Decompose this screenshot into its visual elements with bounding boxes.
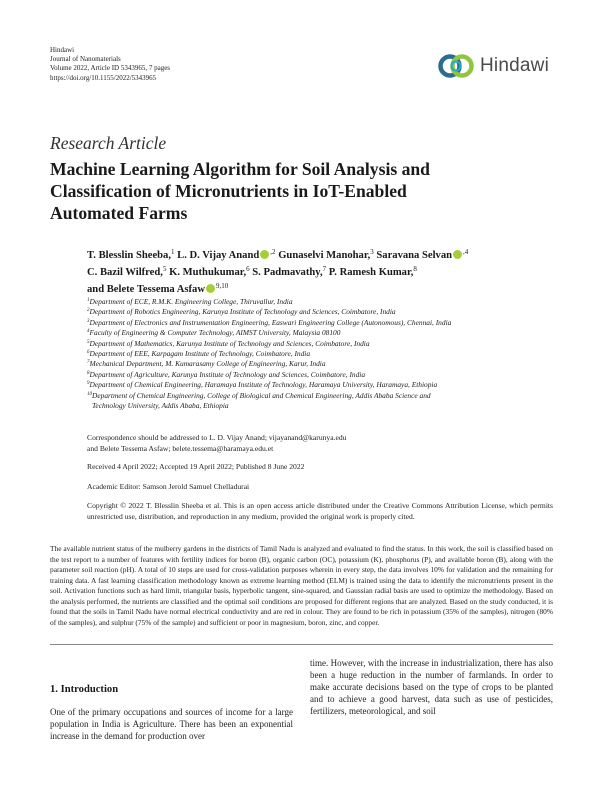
author-name[interactable]: Gunaselvi Manohar, [278,250,371,261]
affiliation-item [87,349,557,359]
affiliation-list [87,297,557,411]
affiliation-item [87,307,557,317]
author-list [87,247,557,298]
affiliation-number: 10 [87,391,92,397]
author-affil-ref: 8 [413,265,417,273]
academic-editor: Academic Editor: Samson Jerold Samuel Chelladurai [87,482,250,491]
correspondence-line: Correspondence should be addressed to L. D. Vijay Anand; vijayanand@karunya.edu [87,433,347,442]
affiliation-item [87,297,557,307]
affiliation-text: Department of Chemical Engineering, College of Biological and Chemical Engineering, Addis Ababa Science and [92,390,431,400]
doi-link[interactable]: https://doi.org/10.1155/2022/5343965 [50,73,157,82]
author-affil-ref: 6 [246,265,250,273]
author-line [87,264,557,281]
affiliation-item [87,339,557,349]
intro-column-left: One of the primary occupations and sources of income for a large population in India is Agriculture. There has been an exponential increase in the demand for production over [50,707,293,741]
affiliation-text: Department of Mathematics, Karunya Institute of Technology and Sciences, Coimbatore, India [89,338,370,348]
author-name[interactable]: T. Blesslin Sheeba, [87,250,171,261]
author-affil-ref: 3 [370,248,374,256]
hindawi-logo [436,46,549,86]
affiliation-number: 9 [87,381,90,387]
author-affil-ref: ,4 [463,248,469,256]
article-dates: Received 4 April 2022; Accepted 19 April 2022; Published 8 June 2022 [87,462,305,471]
author-affil-ref: 5 [162,265,167,273]
author-name[interactable]: and Belete Tessema Asfaw [87,284,206,295]
affiliation-text: Department of EEE, Karpagam Institute of Technology, Coimbatore, India [89,349,311,359]
affiliation-item [87,391,557,401]
author-affil-ref: 7 [322,265,327,273]
affiliation-text: Department of Robotics Engineering, Karunya Institute of Technology and Sciences, Coimbatore, India [89,307,396,317]
author-name[interactable]: L. D. Vijay Anand [177,250,260,261]
volume-info: Volume 2022, Article ID 5343965, 7 pages [50,64,171,73]
affiliation-continuation: Technology University, Addis Ababa, Ethiopia [92,401,229,411]
logo-wordmark: Hindawi [480,55,549,76]
affiliation-text: Faculty of Engineering & Computer Technology, AIMST University, Malaysia 08100 [89,328,341,338]
affiliation-item [87,318,557,328]
author-line [87,247,557,264]
author-line [87,281,557,298]
intro-column-right: time. However, with the increase in industrialization, there has also been a huge reduction in the number of farmlands. In order to make accurate decisions based on the type of crops to be planted and to achieve a good harvest, data such as use of pesticides, fertilizers, meteorological, and soil [310,658,553,716]
affiliation-item [87,328,557,338]
affiliation-number: 7 [87,360,90,366]
affiliation-number: 5 [87,339,90,345]
author-name[interactable]: K. Muthukumar, [169,267,247,278]
orcid-icon[interactable] [206,284,215,293]
journal-name: Journal of Nanomaterials [50,55,121,64]
affiliation-text: Department of Agriculture, Karunya Institute of Technology and Sciences, Coimbatore, India [89,369,366,379]
affiliation-number: 4 [87,329,90,335]
title-line: Automated Farms [50,203,188,223]
author-name[interactable]: S. Padmavathy, [252,267,323,278]
section-heading: 1. Introduction [50,684,119,695]
affiliation-item [87,380,557,390]
author-affil-ref: 1 [170,248,175,256]
copyright-notice: Copyright © 2022 T. Blesslin Sheeba et al. This is an open access article distributed under the Creative Commons Attribution License, which permits unrestricted use, distribution, and reproduction in any medium, provided the original work is properly cited. [87,501,553,521]
affiliation-text: Department of Electronics and Instrumentation Engineering, Easwari Engineering College (Autonomous), Chennai, India [89,317,452,327]
correspondence [87,432,557,454]
affiliation-number: 2 [87,308,90,314]
article-title [50,158,470,224]
affiliation-number: 6 [87,350,90,356]
author-name[interactable]: C. Bazil Wilfred, [87,267,163,278]
affiliation-text: Department of ECE, R.M.K. Engineering College, Thiruvallur, India [89,297,293,306]
author-name[interactable]: P. Ramesh Kumar, [328,267,414,278]
title-line: Machine Learning Algorithm for Soil Analysis and [50,159,430,179]
affiliation-number: 8 [87,370,90,376]
correspondence-line: and Belete Tessema Asfaw; belete.tessema@haramaya.edu.et [87,444,274,453]
affiliation-item [87,370,557,380]
author-name[interactable]: Saravana Selvan [376,250,453,261]
affiliation-text: Department of Chemical Engineering, Haramaya Institute of Technology, Haramaya University, Haramaya, Ethiopia [89,380,438,390]
affiliation-number: 3 [87,318,90,324]
orcid-icon[interactable] [260,250,269,259]
title-line: Classification of Micronutrients in IoT-Enabled [50,181,407,201]
section-divider [50,644,553,645]
hindawi-rings-icon [436,46,476,86]
orcid-icon[interactable] [453,250,462,259]
abstract-text: The available nutrient status of the mulberry gardens in the districts of Tamil Nadu is analyzed and evaluated to find the status. In this work, the soil is classified based on the test report to a number of features with fertility indices for boron (B), organic carbon (OC), potassium (K), phosphorus (P), and available boron (B), along with the parameter soil reaction (pH). A total of 10 steps are used for cross-validation purposes wherein in every step, the data involves 10% for validation and the remaining for training data. A fast learning classification methodology known as extreme learning method (ELM) is trained using the data to identify the micronutrients present in the soil. Activation functions such as hard limit, triangular basis, hyperbolic tangent, sine-squared, and Gaussian radial basis are used to optimize the methodology. Based on the analysis performed, the nutrients are classified and the optimal soil conditions are proposed for different regions that are analyzed. Based on the study conducted, it is found that the soils in Tamil Nadu have normal electrical conductivity and are red in colour. They are found to be rich in potassium (35% of the samples), nitrogen (80% of the samples), and sulphur (75% of the sample) and sufficient or poor in magnesium, boron, zinc, and copper. [50,544,553,627]
author-affil-ref: ,2 [270,248,276,256]
article-type: Research Article [50,133,167,153]
affiliation-item [87,359,557,369]
publication-info [50,46,170,83]
author-affil-ref: 9,10 [216,282,229,290]
affiliation-text: Mechanical Department, M. Kumarasamy College of Engineering, Karur, India [89,359,326,369]
publisher-name: Hindawi [50,46,75,54]
affiliation-number: 1 [87,298,90,303]
